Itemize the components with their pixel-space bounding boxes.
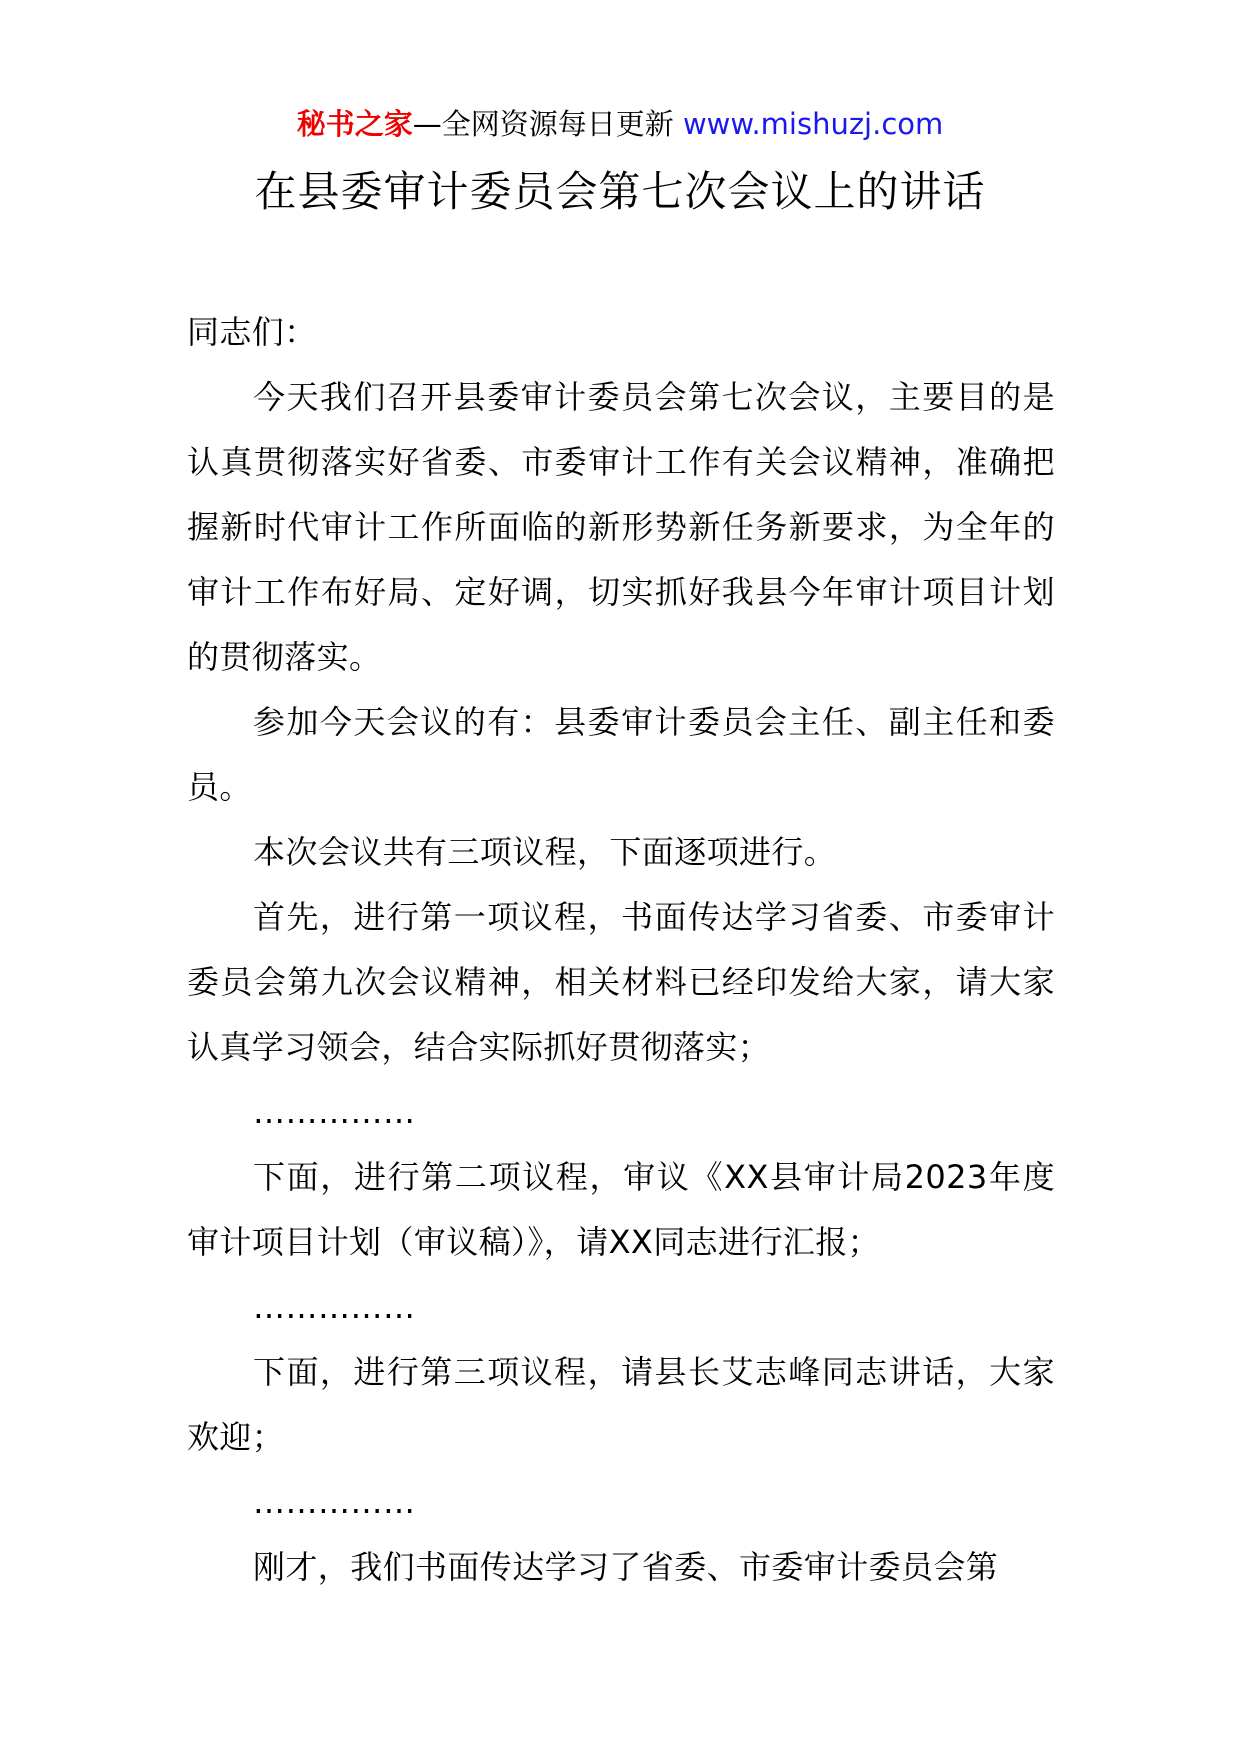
paragraph: 参加今天会议的有：县委审计委员会主任、副主任和委员。 (187, 703, 1055, 806)
ellipsis-line: …………… (253, 1288, 416, 1326)
site-header (0, 100, 1240, 148)
brand-name: 秘书之家 (296, 107, 413, 141)
paragraph: 下面，进行第二项议程，审议《XX县审计局2023年度审计项目计划（审议稿）》，请XX同志进行汇报； (187, 1158, 1055, 1261)
document-body (187, 290, 1055, 1600)
paragraph: 下面，进行第三项议程，请县长艾志峰同志讲话，大家欢迎； (187, 1353, 1055, 1456)
paragraph: 本次会议共有三项议程，下面逐项进行。 (253, 833, 837, 871)
greeting: 同志们： (187, 313, 317, 351)
paragraph: 刚才，我们书面传达学习了省委、市委审计委员会第 (253, 1548, 999, 1586)
ellipsis-line: …………… (253, 1093, 416, 1131)
paragraph: 今天我们召开县委审计委员会第七次会议，主要目的是认真贯彻落实好省委、市委审计工作有关会议精神，准确把握新时代审计工作所面临的新形势新任务新要求，为全年的审计工作布好局、定好调，切实抓好我县今年审计项目计划的贯彻落实。 (187, 378, 1055, 676)
site-url-link[interactable]: www.mishuzj.com (682, 107, 944, 141)
header-tagline: —全网资源每日更新 (412, 107, 674, 141)
document-title: 在县委审计委员会第七次会议上的讲话 (254, 167, 986, 216)
ellipsis-line: …………… (253, 1483, 416, 1521)
paragraph: 首先，进行第一项议程，书面传达学习省委、市委审计委员会第九次会议精神，相关材料已经印发给大家，请大家认真学习领会，结合实际抓好贯彻落实； (187, 898, 1055, 1066)
